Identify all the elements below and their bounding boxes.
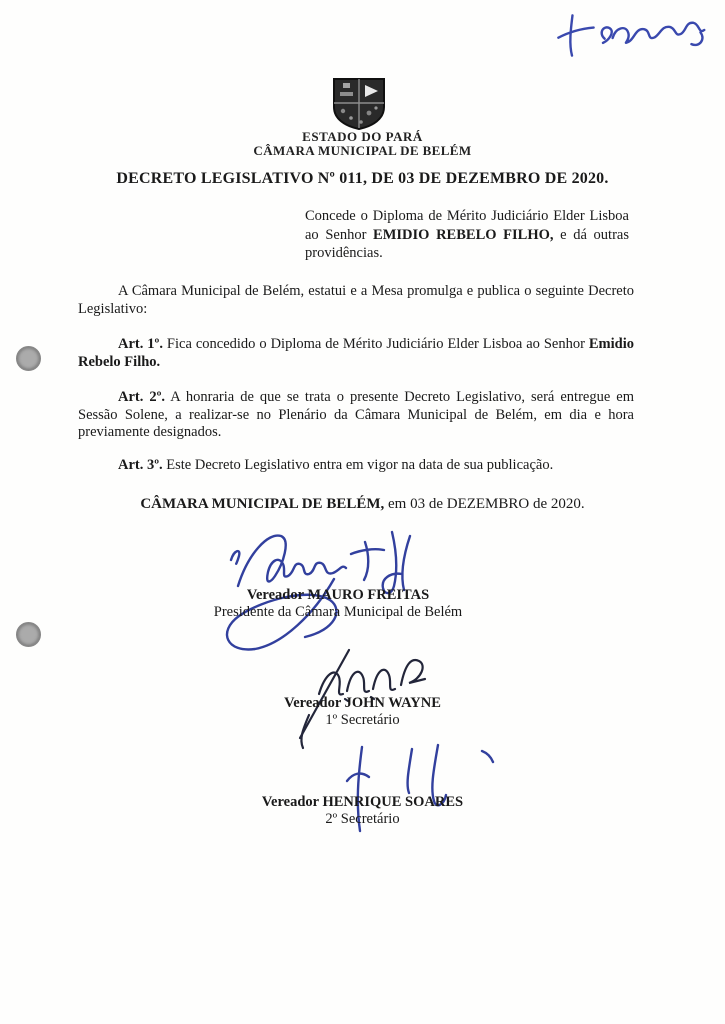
handwritten-annotation-hsoares — [548, 0, 723, 67]
article-1 — [78, 336, 634, 371]
hole-punch-mark — [16, 346, 41, 371]
dateline — [0, 496, 725, 513]
ementa — [305, 207, 629, 263]
ementa-tail: e dá outras providências. — [305, 226, 629, 261]
article-text: Fica concedido o Diploma de Mérito Judiciário Elder Lisboa ao Senhor — [162, 336, 589, 352]
signer-name: Vereador HENRIQUE SOARES — [261, 794, 464, 810]
article-2 — [78, 389, 634, 442]
signer-name: Vereador JOHN WAYNE — [284, 695, 441, 711]
article-label: Art. 3º. — [118, 457, 163, 473]
signer-role: Presidente da Câmara Municipal de Belém — [213, 604, 463, 620]
dateline-place: CÂMARA MUNICIPAL DE BELÉM, — [140, 496, 385, 512]
article-3 — [78, 457, 634, 475]
signer-name: Vereador MAURO FREITAS — [246, 587, 430, 603]
article-label: Art. 1º. — [118, 336, 163, 352]
hole-punch-mark — [16, 622, 41, 647]
article-label: Art. 2º. — [118, 389, 166, 405]
org-name: CÂMARA MUNICIPAL DE BELÉM — [253, 143, 472, 158]
signer-role: 1º Secretário — [325, 712, 400, 728]
preamble: A Câmara Municipal de Belém, estatui e a Mesa promulga e publica o seguinte Decreto Legislativo: — [78, 283, 634, 317]
dateline-date: em 03 de DEZEMBRO de 2020. — [384, 496, 585, 512]
decree-title: DECRETO LEGISLATIVO Nº 011, DE 03 DE DEZEMBRO DE 2020. — [116, 170, 609, 187]
article-text: Este Decreto Legislativo entra em vigor na data de sua publicação. — [162, 457, 554, 473]
ementa-lead: Concede o Diploma de Mérito Judiciário Elder Lisboa ao Senhor — [305, 208, 629, 243]
org-state: ESTADO DO PARÁ — [302, 129, 423, 144]
article-bold-tail: Emidio Rebelo Filho. — [78, 336, 634, 370]
ementa-honoree: EMIDIO REBELO FILHO, — [373, 226, 554, 243]
article-text: A honraria de que se trata o presente Decreto Legislativo, será entregue em Sessão Solene, a realizar-se no Plenário da Câmara Municipal de Belém, em dia e hora previamente designados. — [78, 389, 634, 441]
coat-of-arms-icon — [331, 77, 387, 131]
signer-role: 2º Secretário — [325, 811, 400, 827]
